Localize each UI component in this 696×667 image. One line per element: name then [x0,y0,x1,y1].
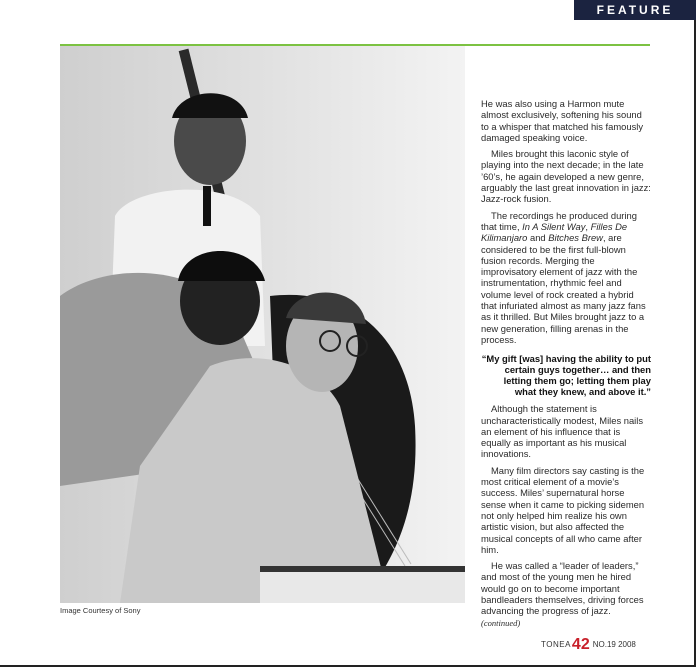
photo-caption: Image Courtesy of Sony [60,606,141,615]
album-title: In A Silent Way [522,220,586,232]
paragraph-text: , are considered to be the first full-blown fusion records. Merging the improvisatory element of jazz with the instrumentation, rhythmic feel and volume level of rock created a hybrid that infuriated almost as many jazz fans as it thrilled. But Miles brought jazz to a new generation, filling arenas in the process. [481,232,646,345]
article-paragraph: Many film directors say casting is the most critical element of a movie’s success. Miles’ supernatural horse sense when it came to picking sidemen not only helped him realize his own artistic vision, but also affected the musical concepts of all who came after him. [481,464,645,555]
page-number: 42 [571,636,590,653]
album-title: Bitches Brew [548,232,603,244]
feature-photo [60,46,465,603]
pull-quote: “My gift [was] having the ability to put certain guys together… and then letting them go; letting them play what they knew, and above it.” [481,353,651,398]
page-footer [541,636,636,654]
paragraph-text: , [585,220,591,232]
issue-label: NO.19 2008 [592,640,636,649]
continued-marker: (continued) [481,617,521,628]
paragraph-text: and [527,232,549,244]
album-title: Filles De Kilimanjaro [481,220,628,244]
article-column [481,98,651,629]
article-paragraph: He was also using a Harmon mute almost exclusively, softening his sound to a whisper that matched his famously damaged speaking voice. [481,98,644,143]
musicians-photo-illustration [60,46,465,603]
section-tab: FEATURE [574,0,696,20]
article-paragraph: Although the statement is uncharacteristically modest, Miles nails an element of his influence that is equally as important as his musical innovations. [481,403,644,460]
article-paragraph: He was called a “leader of leaders,” and most of the young men he hired would go on to become important bandleaders themselves, driving forces advancing the progress of jazz. [481,560,644,617]
article-paragraph: Miles brought this laconic style of playing into the next decade; in the late ’60’s, he again developed a new genre, arguably the last great innovation in jazz: Jazz-rock fusion. [481,148,651,205]
article-paragraph [481,210,651,346]
paragraph-text: The recordings he produced during that time, [481,209,637,232]
magazine-name: TONEA [541,640,571,649]
